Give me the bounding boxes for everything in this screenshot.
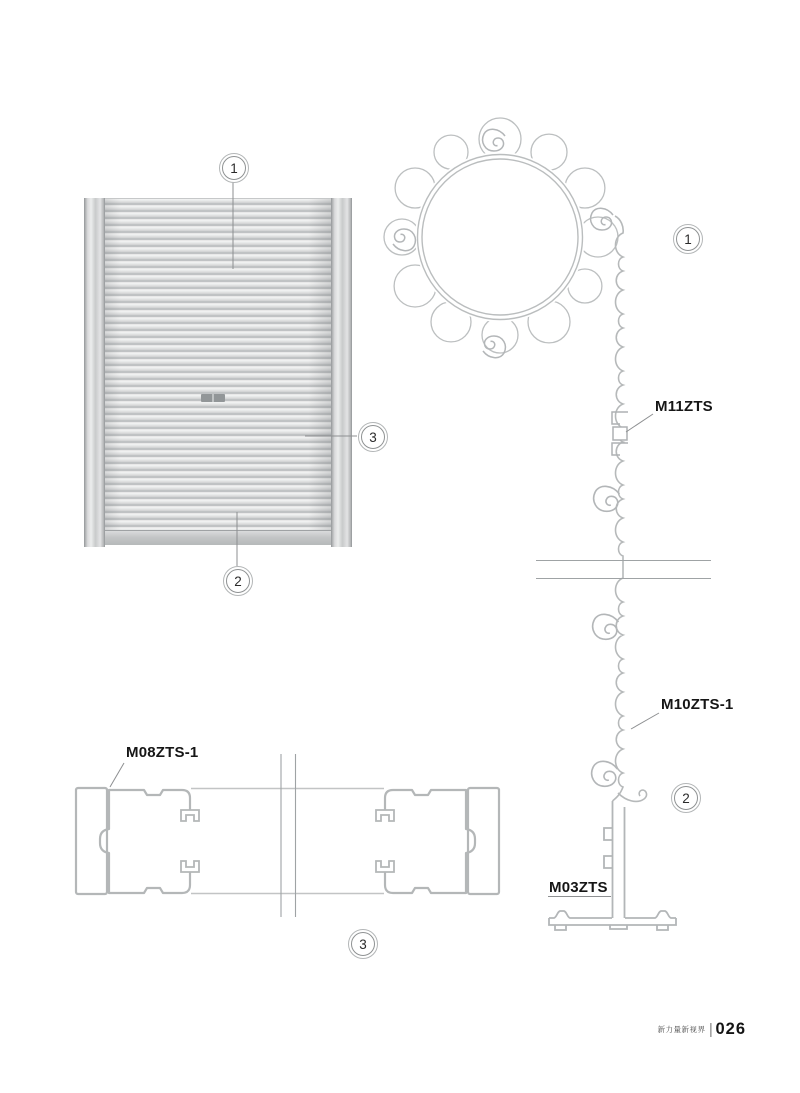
page-footer [658, 1020, 746, 1039]
label-m08zts-1: M08ZTS-1 [126, 744, 199, 761]
label-m10zts-1: M10ZTS-1 [661, 696, 734, 713]
right-guide-rail [331, 198, 352, 547]
footer-brand-text: 新力量新视界 [657, 1025, 706, 1034]
decorative-scroll-ring [384, 118, 618, 358]
callout-2-elevation: 2 [223, 566, 253, 596]
shutter-elevation [84, 198, 352, 547]
section-leader-lines [548, 414, 659, 897]
break-line-vertical [281, 754, 296, 917]
callout-1-elevation: 1 [219, 153, 249, 183]
callout-2-section: 2 [671, 783, 701, 813]
callout-3-elevation: 3 [358, 422, 388, 452]
shutter-bottom-bar [105, 530, 331, 545]
callout-1-section: 1 [673, 224, 703, 254]
label-m11zts: M11ZTS [655, 398, 713, 415]
m03-base-profile [549, 801, 676, 930]
guide-rail-section-left [76, 788, 199, 894]
page-number: 026 [715, 1020, 746, 1038]
callout-3-section: 3 [348, 929, 378, 959]
left-guide-rail [84, 198, 105, 547]
m08-leader-line [110, 763, 124, 787]
scroll-curls [393, 129, 613, 357]
footer-divider: | [709, 1021, 712, 1038]
shutter-lock-handle [201, 394, 225, 402]
slat-curtain [105, 198, 331, 530]
break-line-horizontal [536, 561, 711, 579]
guide-rail-section-right [376, 788, 499, 894]
guide-rail-horizontal-section [76, 754, 499, 917]
curtain-section-line [592, 216, 647, 801]
label-m03zts: M03ZTS [549, 879, 608, 896]
m11-connector-clips [612, 412, 628, 455]
